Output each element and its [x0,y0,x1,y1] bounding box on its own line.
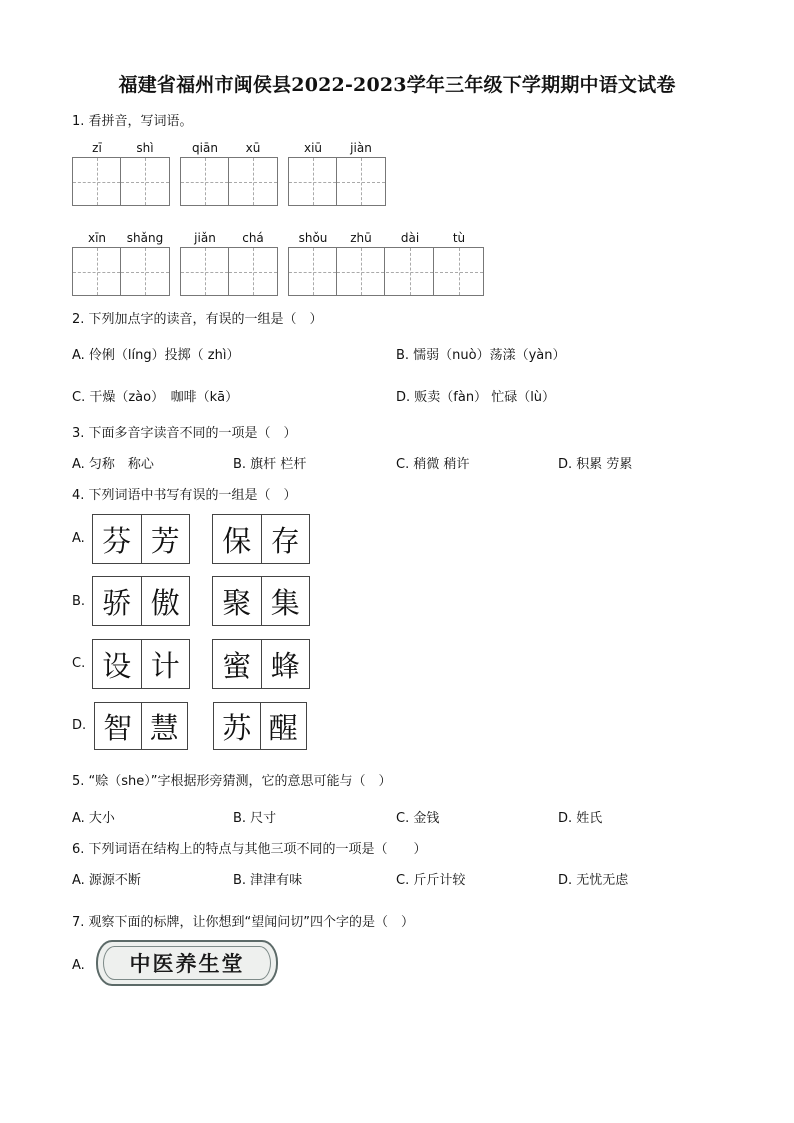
option-d-label[interactable]: D. [72,718,87,733]
pinyin-label: xīn [87,231,107,245]
pinyin-label: zī [92,141,102,155]
option-d[interactable]: D. 无忧无虑 [558,873,629,888]
option-a[interactable]: A. 大小 [72,811,115,826]
option-c[interactable]: C. 金钱 [396,811,440,826]
option-c[interactable]: C. 干燥（zào） 咖啡（kā） [72,390,239,405]
question-1: 1. 看拼音，写词语。 [72,114,193,129]
option-c-label[interactable]: C. [72,656,86,671]
writing-grid[interactable] [72,157,170,206]
character: 骄 [93,577,142,625]
question-4: 4. 下列词语中书写有误的一组是（ ） [72,488,297,503]
character: 蜂 [270,648,300,683]
option-a[interactable]: A. 伶俐（líng）投掷（ zhì） [72,348,240,363]
option-c[interactable]: C. 斤斤计较 [396,873,466,888]
question-5: 5. “赊（she）”字根据形旁猜测，它的意思可能与（ ） [72,774,392,789]
character: 慧 [149,710,179,745]
character: 醒 [268,710,298,745]
word-box[interactable] [212,639,310,689]
character: 聚 [213,577,262,625]
signboard-text: 中医养生堂 [129,952,245,976]
character: 计 [150,648,180,683]
pinyin-label: shì [136,141,154,155]
pinyin-label: xū [245,141,261,155]
character: 集 [270,585,300,620]
character: 苏 [214,703,261,749]
character: 存 [270,523,300,558]
option-a-label[interactable]: A. [72,958,85,973]
pinyin-label: zhū [350,231,372,245]
option-c[interactable]: C. 稍微 稍许 [396,457,470,472]
question-6: 6. 下列词语在结构上的特点与其他三项不同的一项是（ ） [72,842,427,857]
character: 保 [213,515,262,563]
pinyin-label: shǒu [298,231,328,245]
character: 芳 [150,523,180,558]
question-7: 7. 观察下面的标牌，让你想到“望闻问切”四个字的是（ ） [72,915,415,930]
pinyin-label: qiān [192,141,218,155]
character: 设 [93,640,142,688]
word-box[interactable] [92,514,190,564]
character: 傲 [150,585,180,620]
clinic-signboard[interactable] [96,940,278,986]
option-a[interactable]: A. 匀称 称心 [72,457,154,472]
writing-grid[interactable] [180,157,278,206]
option-b[interactable]: B. 尺寸 [233,811,277,826]
pinyin-label: tù [452,231,466,245]
word-box[interactable] [213,702,307,750]
pinyin-label: xiū [303,141,323,155]
word-box[interactable] [92,639,190,689]
pinyin-label: dài [400,231,420,245]
word-box[interactable] [92,576,190,626]
word-box[interactable] [94,702,188,750]
option-b[interactable]: B. 旗杆 栏杆 [233,457,307,472]
pinyin-label: chá [242,231,264,245]
page-title: 福建省福州市闽侯县2022-2023学年三年级下学期期中语文试卷 [118,74,676,96]
option-b[interactable]: B. 津津有味 [233,873,303,888]
writing-grid[interactable] [72,247,170,296]
writing-grid[interactable] [288,247,484,296]
option-b-label[interactable]: B. [72,594,86,609]
character: 智 [95,703,142,749]
character: 芬 [93,515,142,563]
pinyin-label: shǎng [126,231,164,245]
option-b[interactable]: B. 懦弱（nuò）荡漾（yàn） [396,348,566,363]
question-2: 2. 下列加点字的读音，有误的一组是（ ） [72,312,323,327]
option-a-label[interactable]: A. [72,531,85,546]
word-box[interactable] [212,576,310,626]
writing-grid[interactable] [180,247,278,296]
option-d[interactable]: D. 积累 劳累 [558,457,633,472]
option-d[interactable]: D. 贩卖（fàn） 忙碌（lù） [396,390,556,405]
writing-grid[interactable] [288,157,386,206]
pinyin-label: jiǎn [194,231,216,245]
character: 蜜 [213,640,262,688]
word-box[interactable] [212,514,310,564]
option-d[interactable]: D. 姓氏 [558,811,603,826]
question-3: 3. 下面多音字读音不同的一项是（ ） [72,426,297,441]
option-a[interactable]: A. 源源不断 [72,873,141,888]
pinyin-label: jiàn [350,141,372,155]
